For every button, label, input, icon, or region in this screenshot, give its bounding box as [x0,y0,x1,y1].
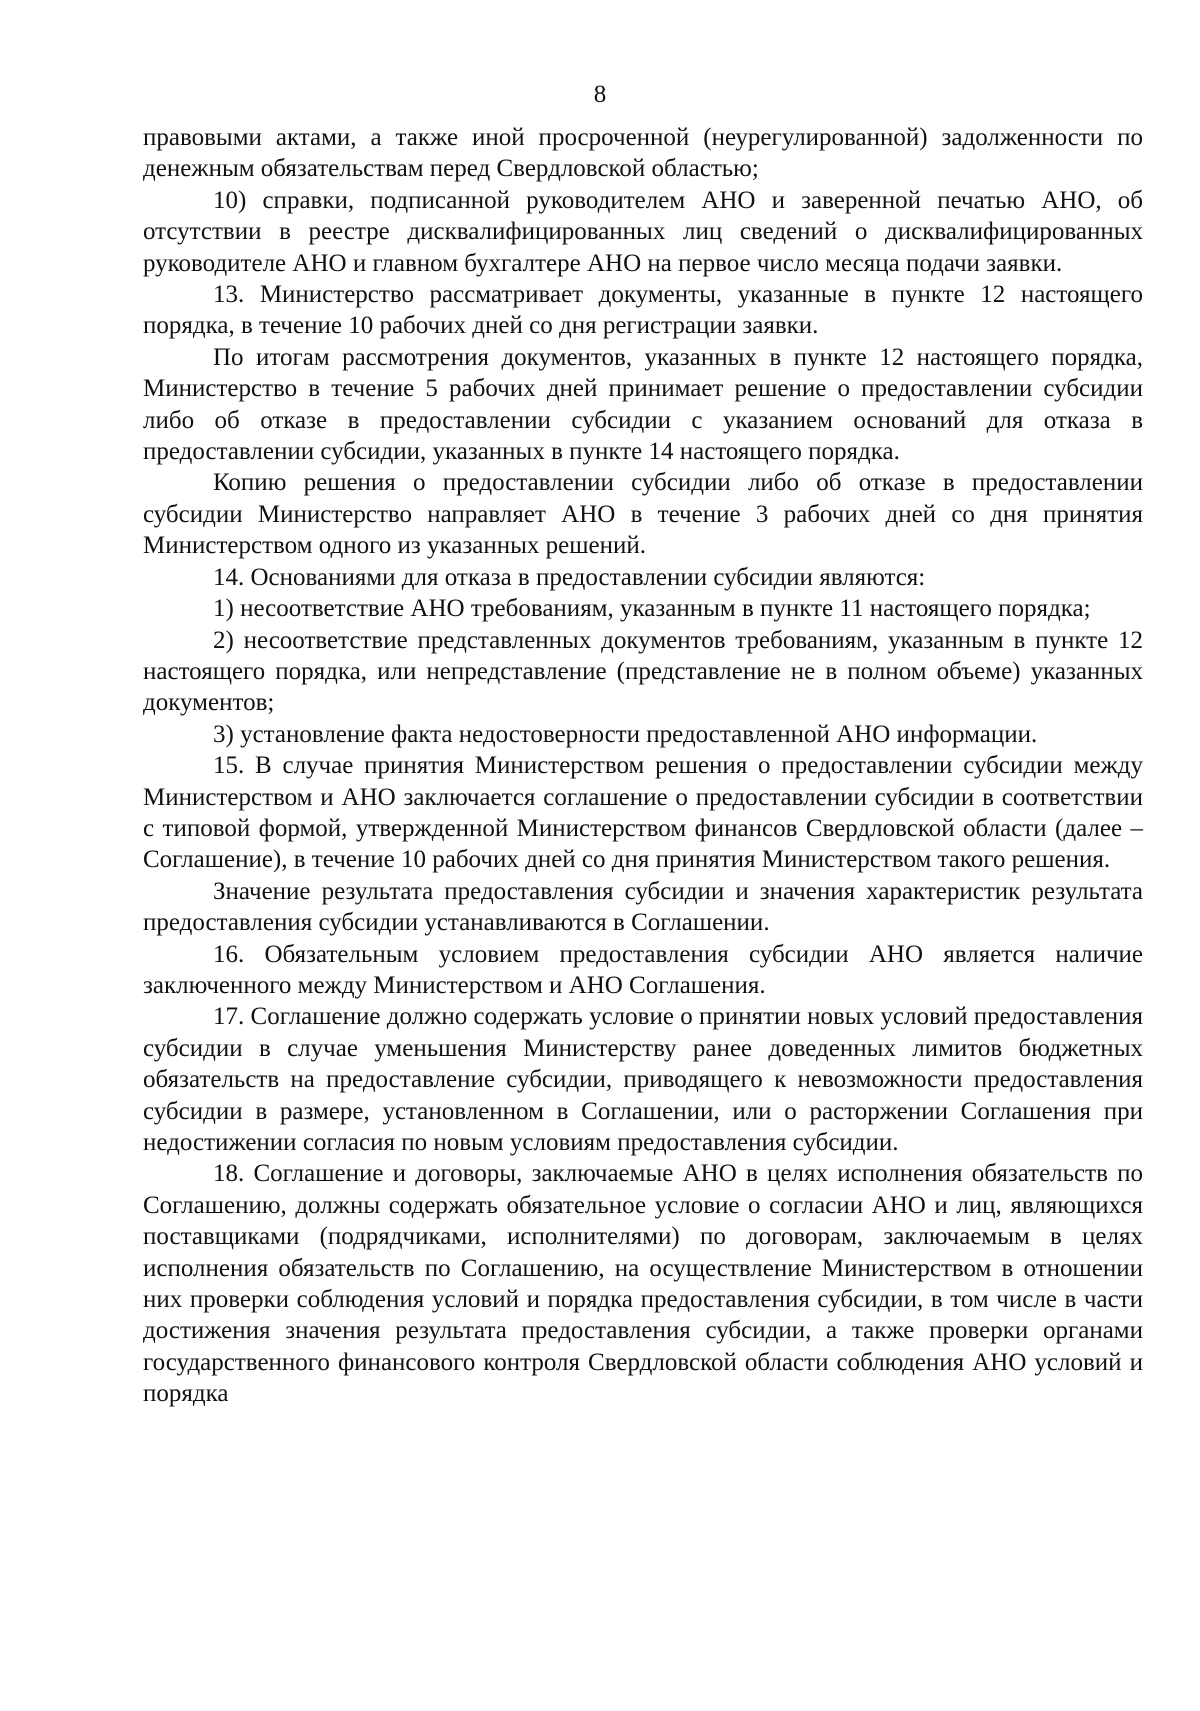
paragraph-clause-16: 16. Обязательным условием предоставления субсидии АНО является наличие заключенного между Министерством и АНО Соглашения. [143,940,1143,999]
paragraph-continuation: правовыми актами, а также иной просроченной (неурегулированной) задолженности по денежным обязательствам перед Свердловской областью; [143,124,1143,183]
paragraph-decision-copy: Копию решения о предоставлении субсидии либо об отказе в предоставлении субсидии Министерство направляет АНО в течение 3 рабочих дней со дня принятия Министерством одного из указанных решений. [143,469,1143,560]
paragraph-clause-14: 14. Основаниями для отказа в предоставлении субсидии являются: [213,563,926,591]
paragraph-clause-13: 13. Министерство рассматривает документы, указанные в пункте 12 настоящего порядка, в течение 10 рабочих дней со дня регистрации заявки. [143,281,1143,340]
paragraph-clause-18: 18. Соглашение и договоры, заключаемые АНО в целях исполнения обязательств по Соглашению, должны содержать обязательное условие о согласии АНО и лиц, являющихся поставщиками (подрядчиками, исполнителями) по договорам, заключаемым в целях исполнения обязательств по Соглашению, на осуществление Министерством в отношении них проверки соблюдения условий и порядка предоставления субсидии, в том числе в части достижения значения результата предоставления субсидии, а также проверки органами государственного финансового контроля Свердловской области соблюдения АНО условий и порядка [143,1160,1143,1408]
paragraph-result-values: Значение результата предоставления субсидии и значения характеристик результата предоставления субсидии устанавливаются в Соглашении. [143,877,1143,937]
paragraph-clause-15: 15. В случае принятия Министерством решения о предоставлении субсидии между Министерством и АНО заключается соглашение о предоставлении субсидии в соответствии с типовой формой, утвержденной Министерством финансов Свердловской области (далее – Соглашение), в течение 10 рабочих дней со дня принятия Министерством такого решения. [143,752,1143,874]
paragraph-refusal-1: 1) несоответствие АНО требованиям, указанным в пункте 11 настоящего порядка; [213,595,1091,623]
paragraph-clause-17: 17. Соглашение должно содержать условие о принятии новых условий предоставления субсидии в случае уменьшения Министерству ранее доведенных лимитов бюджетных обязательств на предоставление субсидии, приводящего к невозможности предоставления субсидии в размере, установленном в Соглашении, или о расторжении Соглашения при недостижении согласия по новым условиям предоставления субсидии. [143,1003,1143,1156]
paragraph-refusal-3: 3) установление факта недостоверности предоставленной АНО информации. [213,720,1038,748]
paragraph-review-results: По итогам рассмотрения документов, указанных в пункте 12 настоящего порядка, Министерство в течение 5 рабочих дней принимает решение о предоставлении субсидии либо об отказе в предоставлении субсидии с указанием оснований для отказа в предоставлении субсидии, указанных в пункте 14 настоящего порядка. [143,343,1143,466]
page-number: 8 [593,81,607,108]
document-body [143,122,1143,1410]
paragraph-refusal-2: 2) несоответствие представленных документов требованиям, указанным в пункте 12 настоящего порядка, или непредставление (представление не в полном объеме) указанных документов; [143,626,1143,717]
paragraph-item-10: 10) справки, подписанной руководителем АНО и заверенной печатью АНО, об отсутствии в реестре дисквалифицированных лиц сведений о дисквалифицированных руководителе АНО и главном бухгалтере АНО на первое число месяца подачи заявки. [143,186,1143,277]
